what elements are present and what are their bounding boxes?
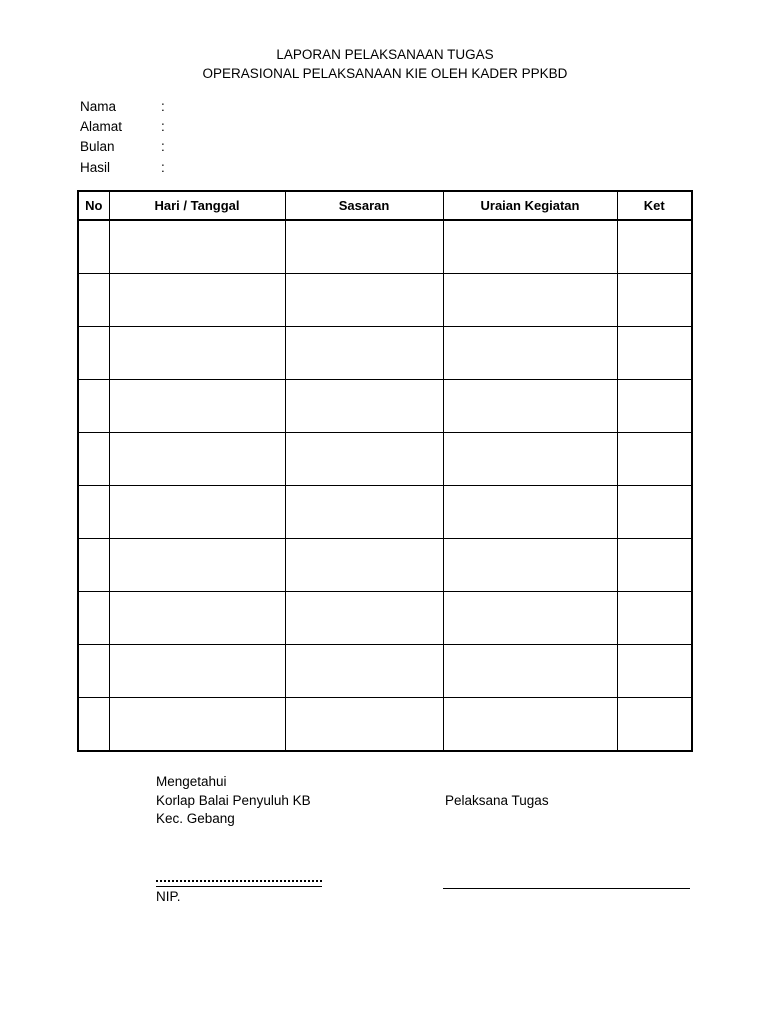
table-cell <box>78 539 109 592</box>
table-cell <box>617 592 692 645</box>
table-cell <box>109 380 285 433</box>
table-cell <box>617 380 692 433</box>
table-cell <box>109 592 285 645</box>
report-title: LAPORAN PELAKSANAAN TUGAS <box>276 47 494 62</box>
field-separator: : <box>161 99 165 114</box>
table-cell <box>285 433 443 486</box>
table-cell <box>78 274 109 327</box>
table-row <box>78 698 692 752</box>
table-cell <box>617 433 692 486</box>
acknowledger-district: Kec. Gebang <box>156 811 235 826</box>
table-row <box>78 592 692 645</box>
table-cell <box>443 486 617 539</box>
table-cell <box>78 380 109 433</box>
table-cell <box>78 698 109 752</box>
table-cell <box>78 592 109 645</box>
table-row <box>78 645 692 698</box>
table-cell <box>617 274 692 327</box>
table-cell <box>109 539 285 592</box>
field-separator: : <box>161 160 165 175</box>
table-cell <box>617 698 692 752</box>
table-cell <box>109 645 285 698</box>
table-row <box>78 486 692 539</box>
table-cell <box>285 220 443 274</box>
field-label: Alamat <box>80 119 123 134</box>
table-cell <box>443 327 617 380</box>
executor-title: Pelaksana Tugas <box>445 793 549 808</box>
table-cell <box>443 539 617 592</box>
column-header-activity: Uraian Kegiatan <box>443 191 617 220</box>
table-cell <box>285 486 443 539</box>
field-label: Bulan <box>80 139 115 154</box>
table-cell <box>109 433 285 486</box>
table-cell <box>285 539 443 592</box>
acknowledger-signature-line <box>156 880 322 887</box>
table-cell <box>109 220 285 274</box>
table-cell <box>617 645 692 698</box>
table-row <box>78 327 692 380</box>
field-label: Hasil <box>80 160 111 175</box>
table-cell <box>443 380 617 433</box>
table-cell <box>109 274 285 327</box>
table-cell <box>285 645 443 698</box>
table-cell <box>109 486 285 539</box>
table-cell <box>617 327 692 380</box>
table-cell <box>78 433 109 486</box>
table-row <box>78 433 692 486</box>
table-cell <box>285 698 443 752</box>
table-cell <box>78 486 109 539</box>
column-header-date: Hari / Tanggal <box>109 191 285 220</box>
acknowledged-label: Mengetahui <box>156 774 227 789</box>
column-header-notes: Ket <box>617 191 692 220</box>
table-cell <box>78 327 109 380</box>
column-header-target: Sasaran <box>285 191 443 220</box>
table-row <box>78 380 692 433</box>
table-cell <box>443 592 617 645</box>
table-cell <box>285 274 443 327</box>
report-table <box>77 190 693 752</box>
table-cell <box>285 592 443 645</box>
table-row <box>78 220 692 274</box>
field-separator: : <box>161 139 165 154</box>
table-body <box>78 220 692 751</box>
table-cell <box>443 645 617 698</box>
field-label: Nama <box>80 99 117 114</box>
table-cell <box>109 698 285 752</box>
executor-signature-line <box>443 888 690 889</box>
table-row <box>78 274 692 327</box>
table-cell <box>109 327 285 380</box>
table-cell <box>78 645 109 698</box>
report-subtitle: OPERASIONAL PELAKSANAAN KIE OLEH KADER PPKBD <box>202 66 568 81</box>
table-header-row <box>78 191 692 220</box>
acknowledger-position: Korlap Balai Penyuluh KB <box>156 793 311 808</box>
nip-label: NIP. <box>156 889 181 904</box>
table-cell <box>78 220 109 274</box>
table-cell <box>443 274 617 327</box>
table-cell <box>443 220 617 274</box>
field-separator: : <box>161 119 165 134</box>
table-cell <box>285 380 443 433</box>
table-cell <box>617 486 692 539</box>
table-cell <box>285 327 443 380</box>
column-header-no: No <box>78 191 109 220</box>
table-cell <box>617 539 692 592</box>
table-cell <box>617 220 692 274</box>
table-row <box>78 539 692 592</box>
report-table-wrapper <box>77 190 691 758</box>
table-cell <box>443 698 617 752</box>
table-cell <box>443 433 617 486</box>
